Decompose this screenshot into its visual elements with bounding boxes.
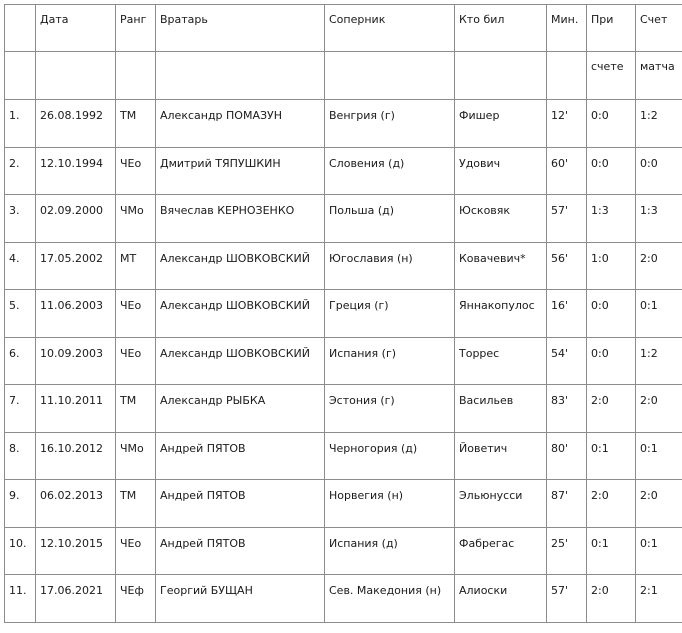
table-header-row xyxy=(5,5,682,52)
header2-match-score-cell: матча xyxy=(636,52,682,100)
table-row xyxy=(5,242,682,290)
header-match-score-cell: Счет xyxy=(636,5,682,52)
minute-cell: 80' xyxy=(547,432,587,480)
rank-cell: ЧЕо xyxy=(116,290,156,338)
at-score-cell: 0:0 xyxy=(587,290,636,338)
header2-opponent-cell xyxy=(325,52,455,100)
rank-cell: ЧМо xyxy=(116,195,156,243)
num-cell: 10. xyxy=(5,527,36,575)
scorer-cell: Васильев xyxy=(455,385,547,433)
opponent-cell: Польша (д) xyxy=(325,195,455,243)
match-score-cell: 0:0 xyxy=(636,147,682,195)
date-cell: 11.10.2011 xyxy=(36,385,116,433)
match-score-cell: 0:1 xyxy=(636,527,682,575)
at-score-cell: 0:0 xyxy=(587,337,636,385)
scorer-cell: Яннакопулос xyxy=(455,290,547,338)
penalty-saves-table xyxy=(4,4,682,623)
goalkeeper-cell: Георгий БУЩАН xyxy=(156,575,325,623)
table-row xyxy=(5,195,682,243)
rank-cell: ЧМо xyxy=(116,432,156,480)
rank-cell: ЧЕо xyxy=(116,527,156,575)
header-at-score-cell: При xyxy=(587,5,636,52)
scorer-cell: Юсковяк xyxy=(455,195,547,243)
goalkeeper-cell: Александр ШОВКОВСКИЙ xyxy=(156,337,325,385)
goalkeeper-cell: Александр ШОВКОВСКИЙ xyxy=(156,242,325,290)
num-cell: 9. xyxy=(5,480,36,528)
table-row xyxy=(5,432,682,480)
table-row xyxy=(5,290,682,338)
match-score-cell: 0:1 xyxy=(636,432,682,480)
minute-cell: 57' xyxy=(547,575,587,623)
minute-cell: 56' xyxy=(547,242,587,290)
header2-date-cell xyxy=(36,52,116,100)
at-score-cell: 2:0 xyxy=(587,385,636,433)
date-cell: 17.06.2021 xyxy=(36,575,116,623)
minute-cell: 16' xyxy=(547,290,587,338)
header2-num-cell xyxy=(5,52,36,100)
minute-cell: 83' xyxy=(547,385,587,433)
match-score-cell: 2:1 xyxy=(636,575,682,623)
opponent-cell: Греция (г) xyxy=(325,290,455,338)
opponent-cell: Словения (д) xyxy=(325,147,455,195)
goalkeeper-cell: Андрей ПЯТОВ xyxy=(156,432,325,480)
date-cell: 12.10.2015 xyxy=(36,527,116,575)
header2-at-score-cell: счете xyxy=(587,52,636,100)
match-score-cell: 2:0 xyxy=(636,480,682,528)
num-cell: 3. xyxy=(5,195,36,243)
table-row xyxy=(5,527,682,575)
table-row xyxy=(5,385,682,433)
date-cell: 10.09.2003 xyxy=(36,337,116,385)
scorer-cell: Фабрегас xyxy=(455,527,547,575)
match-score-cell: 1:3 xyxy=(636,195,682,243)
at-score-cell: 1:0 xyxy=(587,242,636,290)
num-cell: 11. xyxy=(5,575,36,623)
date-cell: 12.10.1994 xyxy=(36,147,116,195)
date-cell: 02.09.2000 xyxy=(36,195,116,243)
scorer-cell: Удович xyxy=(455,147,547,195)
date-cell: 11.06.2003 xyxy=(36,290,116,338)
rank-cell: ЧЕо xyxy=(116,337,156,385)
minute-cell: 12' xyxy=(547,100,587,148)
match-score-cell: 2:0 xyxy=(636,385,682,433)
header-goalkeeper-cell: Вратарь xyxy=(156,5,325,52)
at-score-cell: 0:0 xyxy=(587,100,636,148)
minute-cell: 60' xyxy=(547,147,587,195)
num-cell: 1. xyxy=(5,100,36,148)
goalkeeper-cell: Андрей ПЯТОВ xyxy=(156,527,325,575)
rank-cell: ТМ xyxy=(116,100,156,148)
num-cell: 6. xyxy=(5,337,36,385)
date-cell: 06.02.2013 xyxy=(36,480,116,528)
at-score-cell: 0:0 xyxy=(587,147,636,195)
num-cell: 2. xyxy=(5,147,36,195)
at-score-cell: 1:3 xyxy=(587,195,636,243)
goalkeeper-cell: Александр РЫБКА xyxy=(156,385,325,433)
goalkeeper-cell: Александр ПОМАЗУН xyxy=(156,100,325,148)
header-scorer-cell: Кто бил xyxy=(455,5,547,52)
scorer-cell: Фишер xyxy=(455,100,547,148)
at-score-cell: 2:0 xyxy=(587,575,636,623)
header-rank-cell: Ранг xyxy=(116,5,156,52)
rank-cell: ТМ xyxy=(116,385,156,433)
match-score-cell: 0:1 xyxy=(636,290,682,338)
num-cell: 4. xyxy=(5,242,36,290)
scorer-cell: Эльюнусси xyxy=(455,480,547,528)
table-row xyxy=(5,480,682,528)
num-cell: 8. xyxy=(5,432,36,480)
table-row xyxy=(5,100,682,148)
scorer-cell: Йоветич xyxy=(455,432,547,480)
opponent-cell: Черногория (д) xyxy=(325,432,455,480)
header-date-cell: Дата xyxy=(36,5,116,52)
header-minute-cell: Мин. xyxy=(547,5,587,52)
opponent-cell: Эстония (г) xyxy=(325,385,455,433)
goalkeeper-cell: Александр ШОВКОВСКИЙ xyxy=(156,290,325,338)
opponent-cell: Югославия (н) xyxy=(325,242,455,290)
goalkeeper-cell: Вячеслав КЕРНОЗЕНКО xyxy=(156,195,325,243)
minute-cell: 57' xyxy=(547,195,587,243)
match-score-cell: 1:2 xyxy=(636,337,682,385)
date-cell: 26.08.1992 xyxy=(36,100,116,148)
date-cell: 17.05.2002 xyxy=(36,242,116,290)
rank-cell: ЧЕо xyxy=(116,147,156,195)
scorer-cell: Торрес xyxy=(455,337,547,385)
goalkeeper-cell: Дмитрий ТЯПУШКИН xyxy=(156,147,325,195)
header2-rank-cell xyxy=(116,52,156,100)
num-cell: 7. xyxy=(5,385,36,433)
table-row xyxy=(5,337,682,385)
opponent-cell: Норвегия (н) xyxy=(325,480,455,528)
opponent-cell: Испания (г) xyxy=(325,337,455,385)
header2-minute-cell xyxy=(547,52,587,100)
date-cell: 16.10.2012 xyxy=(36,432,116,480)
scorer-cell: Ковачевич* xyxy=(455,242,547,290)
header-opponent-cell: Соперник xyxy=(325,5,455,52)
header2-scorer-cell xyxy=(455,52,547,100)
table-row xyxy=(5,575,682,623)
goalkeeper-cell: Андрей ПЯТОВ xyxy=(156,480,325,528)
minute-cell: 54' xyxy=(547,337,587,385)
num-cell: 5. xyxy=(5,290,36,338)
at-score-cell: 0:1 xyxy=(587,527,636,575)
rank-cell: ТМ xyxy=(116,480,156,528)
header2-goalkeeper-cell xyxy=(156,52,325,100)
table-row xyxy=(5,147,682,195)
opponent-cell: Испания (д) xyxy=(325,527,455,575)
rank-cell: МТ xyxy=(116,242,156,290)
opponent-cell: Венгрия (г) xyxy=(325,100,455,148)
minute-cell: 87' xyxy=(547,480,587,528)
rank-cell: ЧЕф xyxy=(116,575,156,623)
at-score-cell: 2:0 xyxy=(587,480,636,528)
match-score-cell: 2:0 xyxy=(636,242,682,290)
minute-cell: 25' xyxy=(547,527,587,575)
header-num-cell xyxy=(5,5,36,52)
table-header-row-2 xyxy=(5,52,682,100)
at-score-cell: 0:1 xyxy=(587,432,636,480)
scorer-cell: Алиоски xyxy=(455,575,547,623)
opponent-cell: Сев. Македония (н) xyxy=(325,575,455,623)
match-score-cell: 1:2 xyxy=(636,100,682,148)
